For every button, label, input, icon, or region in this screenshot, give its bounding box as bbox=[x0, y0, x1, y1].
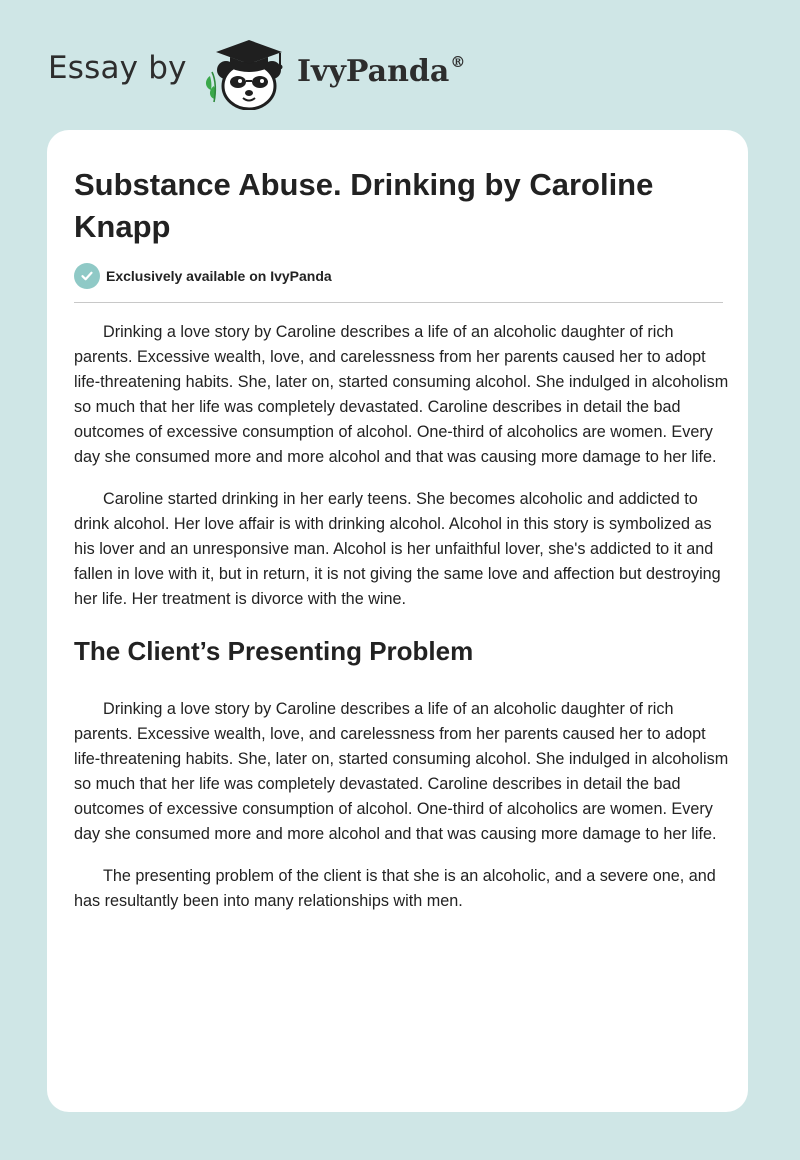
brand-text: IvyPanda bbox=[297, 54, 450, 89]
paragraph: Caroline started drinking in her early teens. She becomes alcoholic and addicted to drink alcohol. Her love affair is with drinking alcohol. Alcohol in this story is symbolized as his lover and an unresponsive man. Alcohol is her unfaithful lover, she's addicted to it and fallen in love with it, but in return, it is not giving the same love and affection but destroying her life. Her treatment is divorce with the wine. bbox=[74, 490, 721, 608]
exclusive-badge-label: Exclusively available on IvyPanda bbox=[106, 268, 332, 284]
essay-card bbox=[47, 130, 748, 1112]
section-heading: The Client’s Presenting Problem bbox=[74, 636, 474, 666]
essay-by-label: Essay by bbox=[48, 50, 187, 86]
site-header bbox=[0, 0, 800, 130]
panda-graduate-icon[interactable] bbox=[202, 36, 292, 110]
essay-body bbox=[74, 320, 729, 931]
paragraph: Drinking a love story by Caroline describes a life of an alcoholic daughter of rich parents. Excessive wealth, love, and carelessness from her parents caused her to adopt life-threatening habits. She, later on, started consuming alcohol. She indulged in alcoholism so much that her life was completely devastated. Caroline describes in detail the bad outcomes of excessive consumption of alcohol. One-third of alcoholics are women. Every day she consumed more and more alcohol and that was causing more damage to her life. bbox=[74, 700, 729, 843]
divider bbox=[74, 302, 723, 303]
exclusive-badge bbox=[74, 263, 332, 289]
paragraph: The presenting problem of the client is that she is an alcoholic, and a severe one, and has resultantly been into many relationships with men. bbox=[74, 867, 716, 910]
check-circle-icon bbox=[74, 263, 100, 289]
page-title: Substance Abuse. Drinking by Caroline Knapp bbox=[74, 167, 654, 244]
brand-name[interactable] bbox=[297, 53, 465, 89]
paragraph: Drinking a love story by Caroline describes a life of an alcoholic daughter of rich parents. Excessive wealth, love, and carelessness from her parents caused her to adopt life-threatening habits. She, later on, started consuming alcohol. She indulged in alcoholism so much that her life was completely devastated. Caroline describes in detail the bad outcomes of excessive consumption of alcohol. One-third of alcoholics are women. Every day she consumed more and more alcohol and that was causing more damage to her life. bbox=[74, 323, 729, 466]
registered-mark: ® bbox=[450, 53, 466, 71]
